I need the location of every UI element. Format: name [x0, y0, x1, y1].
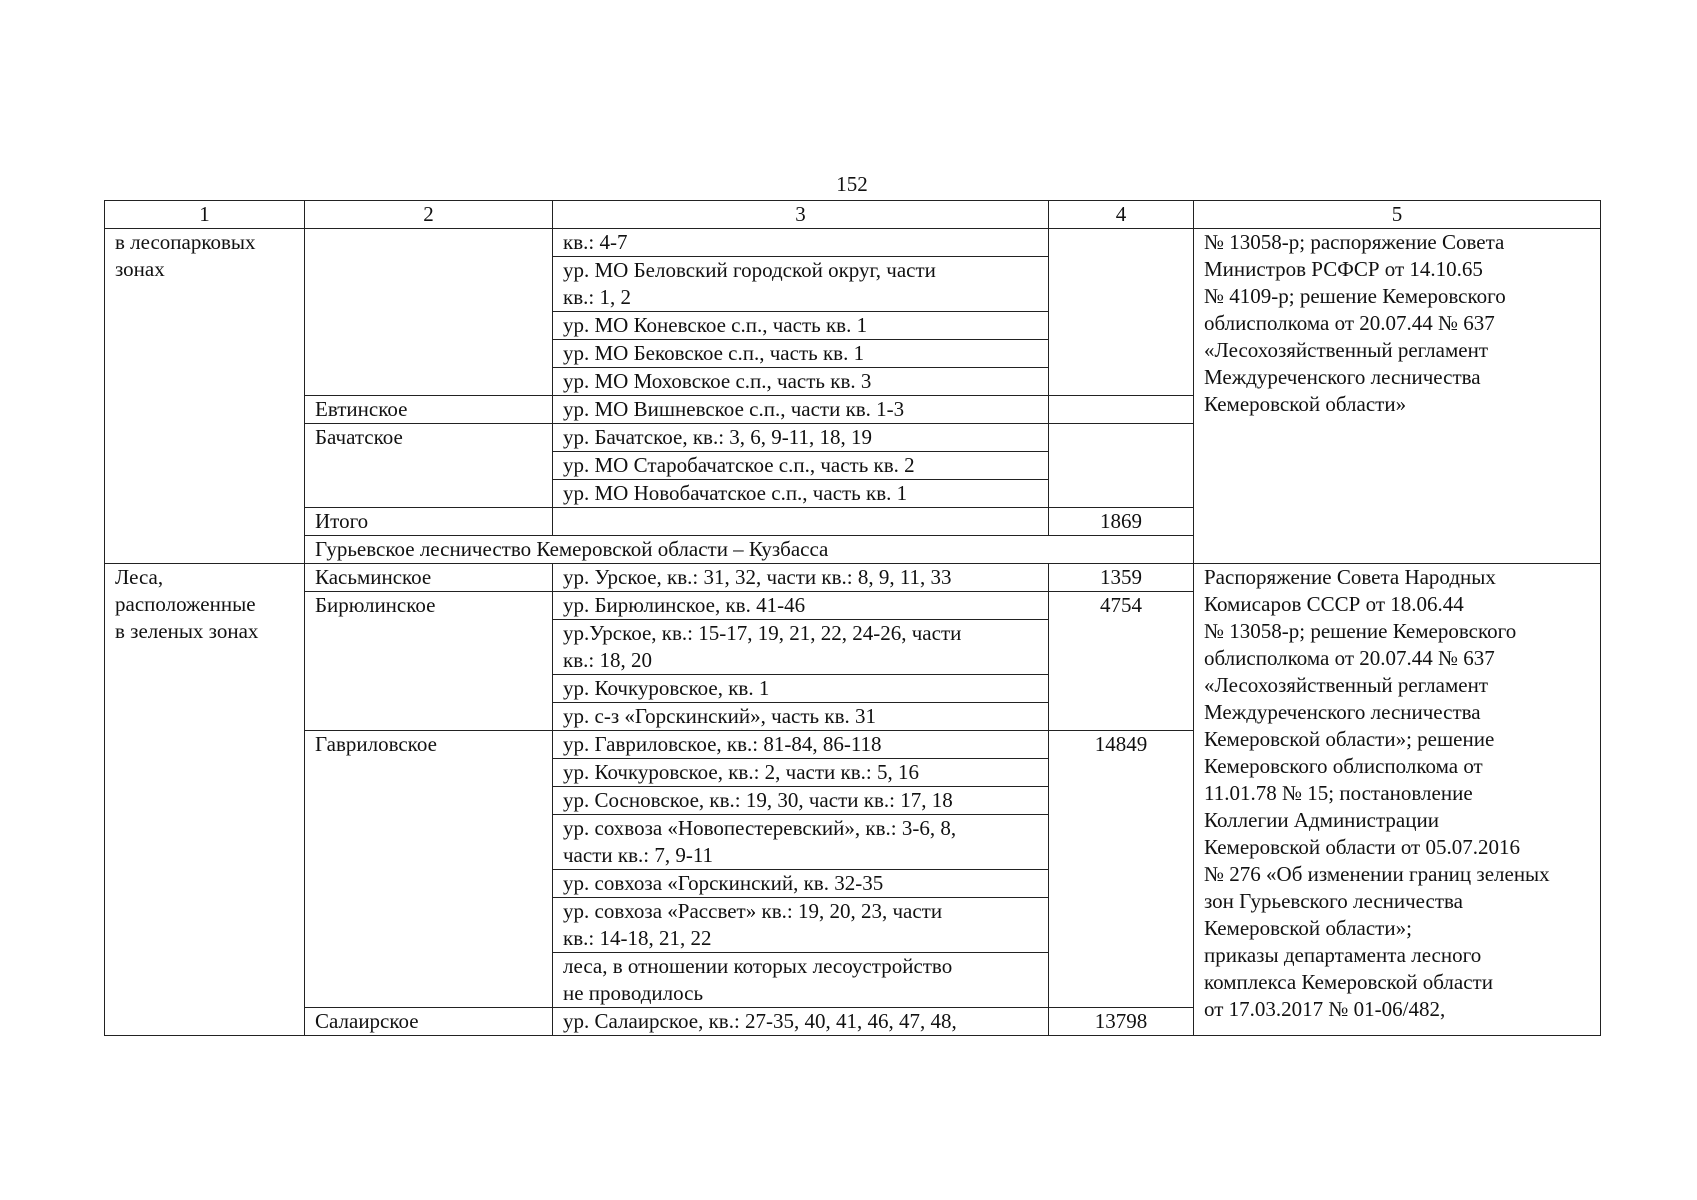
tract-cell: леса, в отношении которых лесоустройство не проводилось: [553, 953, 1049, 1008]
tract-cell: ур. МО Старобачатское с.п., часть кв. 2: [553, 452, 1049, 480]
forestry-cell: Салаирское: [305, 1008, 553, 1036]
tract-cell: ур. МО Коневское с.п., часть кв. 1: [553, 312, 1049, 340]
tract-cell: ур. МО Моховское с.п., часть кв. 3: [553, 368, 1049, 396]
forest-table: [104, 200, 1601, 1036]
area-cell: 4754: [1049, 592, 1194, 731]
section-title: Гурьевское лесничество Кемеровской области – Кузбасса: [305, 536, 1601, 564]
table-row: [105, 564, 1601, 592]
tract-cell: ур. Кочкуровское, кв.: 2, части кв.: 5, 16: [553, 759, 1049, 787]
forestry-cell: [305, 229, 553, 396]
tract-cell: ур. Бачатское, кв.: 3, 6, 9-11, 18, 19: [553, 424, 1049, 452]
tract-cell: кв.: 4-7: [553, 229, 1049, 257]
tract-cell: ур. совхоза «Горскинский, кв. 32-35: [553, 870, 1049, 898]
tract-cell: ур. Гавриловское, кв.: 81-84, 86-118: [553, 731, 1049, 759]
area-cell: 13798: [1049, 1008, 1194, 1036]
area-cell: [1049, 229, 1194, 396]
tract-cell: ур. МО Вишневское с.п., части кв. 1-3: [553, 396, 1049, 424]
page-number: 152: [836, 172, 868, 196]
tract-cell: ур. МО Новобачатское с.п., часть кв. 1: [553, 480, 1049, 508]
tract-cell: ур. Бирюлинское, кв. 41-46: [553, 592, 1049, 620]
forestry-cell: Гавриловское: [305, 731, 553, 1008]
area-cell: [1049, 396, 1194, 424]
forestry-cell: Касьминское: [305, 564, 553, 592]
forestry-cell: Бирюлинское: [305, 592, 553, 731]
total-label: Итого: [305, 508, 553, 536]
table-row: [105, 229, 1601, 257]
tract-cell: ур. МО Бековское с.п., часть кв. 1: [553, 340, 1049, 368]
category-cell: Леса, расположенные в зеленых зонах: [105, 564, 305, 1036]
tract-cell: ур. с-з «Горскинский», часть кв. 31: [553, 703, 1049, 731]
area-cell: 14849: [1049, 731, 1194, 1008]
header-cell: 4: [1049, 201, 1194, 229]
tract-cell: ур. сохвоза «Новопестеревский», кв.: 3-6, 8, части кв.: 7, 9-11: [553, 815, 1049, 870]
tract-cell: [553, 508, 1049, 536]
legal-basis-cell: Распоряжение Совета Народных Комисаров СССР от 18.06.44 № 13058-р; решение Кемеровского облисполкома от 20.07.44 № 637 «Лесохозяйственный регламент Междуреченского лесничества Кемеровской области»; решение Кемеровского облисполкома от 11.01.78 № 15; постановление Коллегии Администрации Кемеровской области от 05.07.2016 № 276 «Об изменении границ зеленых зон Гурьевского лесничества Кемеровской области»; приказы департамента лесного комплекса Кемеровской области от 17.03.2017 № 01-06/482,: [1194, 564, 1601, 1036]
tract-cell: ур. совхоза «Рассвет» кв.: 19, 20, 23, части кв.: 14-18, 21, 22: [553, 898, 1049, 953]
tract-cell: ур. Салаирское, кв.: 27-35, 40, 41, 46, 47, 48,: [553, 1008, 1049, 1036]
total-value: 1869: [1049, 508, 1194, 536]
header-row: [105, 201, 1601, 229]
header-cell: 5: [1194, 201, 1601, 229]
tract-cell: ур.Урское, кв.: 15-17, 19, 21, 22, 24-26, части кв.: 18, 20: [553, 620, 1049, 675]
area-cell: [1049, 424, 1194, 508]
tract-cell: ур. Кочкуровское, кв. 1: [553, 675, 1049, 703]
header-cell: 2: [305, 201, 553, 229]
category-cell: в лесопарковых зонах: [105, 229, 305, 564]
legal-basis-cell: № 13058-р; распоряжение Совета Министров РСФСР от 14.10.65 № 4109-р; решение Кемеровского облисполкома от 20.07.44 № 637 «Лесохозяйственный регламент Междуреченского лесничества Кемеровской области»: [1194, 229, 1601, 564]
header-cell: 1: [105, 201, 305, 229]
section-row: [105, 536, 1601, 564]
forestry-cell: Евтинское: [305, 396, 553, 424]
forestry-cell: Бачатское: [305, 424, 553, 508]
tract-cell: ур. Урское, кв.: 31, 32, части кв.: 8, 9, 11, 33: [553, 564, 1049, 592]
tract-cell: ур. Сосновское, кв.: 19, 30, части кв.: 17, 18: [553, 787, 1049, 815]
area-cell: 1359: [1049, 564, 1194, 592]
tract-cell: ур. МО Беловский городской округ, части кв.: 1, 2: [553, 257, 1049, 312]
header-cell: 3: [553, 201, 1049, 229]
